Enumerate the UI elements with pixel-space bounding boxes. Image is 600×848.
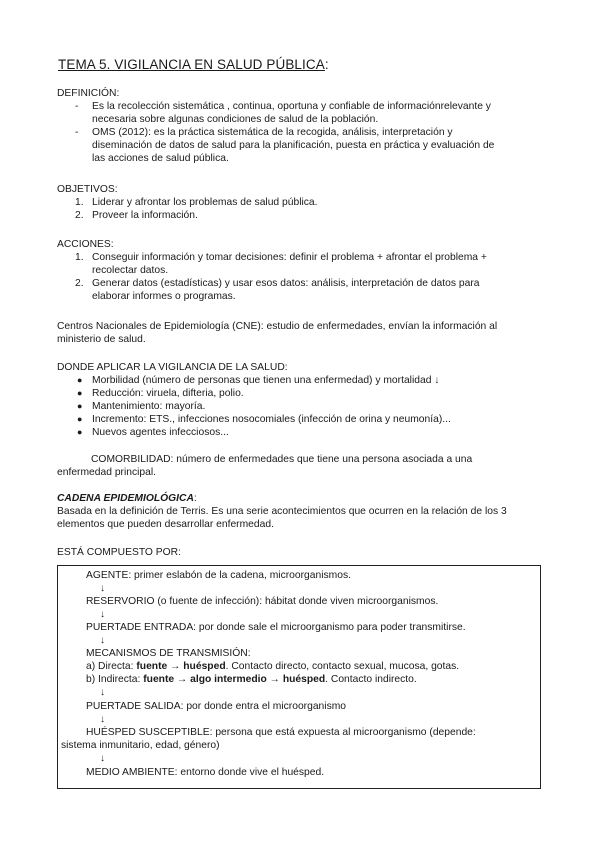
definicion-heading: DEFINICIÓN: bbox=[57, 88, 120, 99]
dash-mark: - bbox=[75, 101, 79, 112]
list-item-line: Morbilidad (número de personas que tienen una enfermedad) y mortalidad ↓ bbox=[92, 375, 440, 386]
compuesto-heading: ESTÁ COMPUESTO POR: bbox=[57, 547, 181, 558]
list-item-line: diseminación de datos de salud para la planificación, puesta en práctica y evaluación de bbox=[92, 140, 495, 151]
bullet-mark: ● bbox=[77, 375, 83, 385]
cadena-heading bbox=[57, 492, 547, 505]
number-mark: 2. bbox=[75, 278, 84, 289]
paragraph-line: elementos que pueden desarrollar enfermedad. bbox=[57, 519, 274, 530]
down-arrow-icon: ↓ bbox=[100, 687, 105, 698]
list-item-line: Reducción: viruela, difteria, polio. bbox=[92, 388, 244, 399]
list-item-line: necesaria sobre algunas condiciones de salud de la población. bbox=[92, 114, 379, 125]
list-item bbox=[77, 400, 547, 413]
list-item-line: Generar datos (estadísticas) y usar esos datos: análisis, interpretación de datos para bbox=[92, 278, 480, 289]
acciones-list bbox=[75, 251, 545, 303]
salida-line: PUERTADE SALIDA: por donde entra el microorganismo bbox=[86, 701, 347, 712]
donde-heading: DONDE APLICAR LA VIGILANCIA DE LA SALUD: bbox=[57, 362, 288, 373]
list-item-line: recolectar datos. bbox=[92, 265, 169, 276]
cadena-paragraph bbox=[57, 505, 557, 531]
definicion-list bbox=[75, 100, 545, 165]
indirecta-chain: fuente → algo intermedio → huésped bbox=[143, 674, 326, 685]
list-item bbox=[77, 426, 547, 439]
down-arrow-icon: ↓ bbox=[100, 583, 105, 594]
objetivos-list bbox=[75, 196, 545, 222]
list-item bbox=[75, 196, 545, 209]
down-arrow-icon: ↓ bbox=[100, 714, 105, 725]
bullet-mark: ● bbox=[77, 401, 83, 411]
list-item bbox=[77, 374, 547, 387]
cadena-heading-text: CADENA EPIDEMIOLÓGICA bbox=[57, 493, 194, 504]
list-item bbox=[77, 387, 547, 400]
mecanismos-line: MECANISMOS DE TRANSMISIÓN: bbox=[86, 648, 251, 659]
cadena-box bbox=[57, 565, 541, 789]
dash-mark: - bbox=[75, 127, 79, 138]
number-mark: 1. bbox=[75, 252, 84, 263]
directa-line bbox=[86, 660, 459, 673]
indirecta-prefix: b) Indirecta: bbox=[86, 674, 144, 685]
agente-line: AGENTE: primer eslabón de la cadena, microorganismos. bbox=[86, 570, 351, 581]
list-item bbox=[75, 100, 545, 126]
medio-line: MEDIO AMBIENTE: entorno donde vive el huésped. bbox=[86, 767, 325, 778]
paragraph-line: ministerio de salud. bbox=[57, 334, 146, 345]
acciones-heading: ACCIONES: bbox=[57, 239, 114, 250]
entrada-line: PUERTADE ENTRADA: por donde sale el microorganismo para poder transmitirse. bbox=[86, 622, 466, 633]
paragraph-line: Basada en la definición de Terris. Es una serie acontecimientos que ocurren en la relación de los 3 bbox=[57, 506, 507, 517]
list-item-line: elaborar informes o programas. bbox=[92, 291, 236, 302]
bullet-mark: ● bbox=[77, 427, 83, 437]
cadena-heading-colon: : bbox=[193, 493, 197, 504]
title-colon: : bbox=[324, 57, 329, 72]
objetivos-heading: OBJETIVOS: bbox=[57, 184, 118, 195]
list-item-line: Conseguir información y tomar decisiones: definir el problema + afrontar el problema + bbox=[92, 252, 487, 263]
bullet-mark: ● bbox=[77, 414, 83, 424]
down-arrow-icon: ↓ bbox=[100, 753, 105, 764]
list-item bbox=[75, 251, 545, 277]
number-mark: 2. bbox=[75, 210, 84, 221]
list-item-line: OMS (2012): es la práctica sistemática de la recogida, análisis, interpretación y bbox=[92, 127, 453, 138]
list-item-line: Proveer la información. bbox=[92, 210, 198, 221]
donde-list bbox=[77, 374, 547, 439]
list-item bbox=[75, 126, 545, 165]
down-arrow-icon: ↓ bbox=[100, 609, 105, 620]
list-item-line: Liderar y afrontar los problemas de salud pública. bbox=[92, 197, 318, 208]
huesped-line-2: sistema inmunitario, edad, género) bbox=[61, 740, 220, 751]
down-arrow-icon: ↓ bbox=[100, 635, 105, 646]
title-text: TEMA 5. VIGILANCIA EN SALUD PÚBLICA bbox=[58, 57, 325, 72]
list-item bbox=[75, 277, 545, 303]
directa-suffix: . Contacto directo, contacto sexual, mucosa, gotas. bbox=[225, 661, 460, 672]
number-mark: 1. bbox=[75, 197, 84, 208]
list-item-line: las acciones de salud pública. bbox=[92, 153, 229, 164]
list-item-line: Nuevos agentes infecciosos... bbox=[92, 427, 229, 438]
directa-chain: fuente → huésped bbox=[136, 661, 226, 672]
huesped-line: HUÉSPED SUSCEPTIBLE: persona que está expuesta al microorganismo (depende: bbox=[86, 727, 476, 738]
list-item-line: Incremento: ETS., infecciones nosocomiales (infección de orina y neumonía)... bbox=[92, 414, 451, 425]
indirecta-line bbox=[86, 673, 417, 686]
list-item-line: Es la recolección sistemática , continua, oportuna y confiable de informaciónrelevante y bbox=[92, 101, 491, 112]
page-title bbox=[58, 57, 329, 72]
list-item bbox=[77, 413, 547, 426]
directa-prefix: a) Directa: bbox=[86, 661, 137, 672]
reservorio-line: RESERVORIO (o fuente de infección): hábitat donde viven microorganismos. bbox=[86, 596, 439, 607]
indirecta-suffix: . Contacto indirecto. bbox=[325, 674, 417, 685]
bullet-mark: ● bbox=[77, 388, 83, 398]
cne-paragraph bbox=[57, 320, 547, 346]
list-item-line: Mantenimiento: mayoría. bbox=[92, 401, 206, 412]
paragraph-line: Centros Nacionales de Epidemiología (CNE): estudio de enfermedades, envían la información al bbox=[57, 321, 498, 332]
paragraph-line: enfermedad principal. bbox=[57, 467, 157, 478]
comorbilidad-paragraph bbox=[57, 453, 547, 479]
list-item bbox=[75, 209, 545, 222]
paragraph-line: COMORBILIDAD: número de enfermedades que tiene una persona asociada a una bbox=[91, 454, 473, 465]
